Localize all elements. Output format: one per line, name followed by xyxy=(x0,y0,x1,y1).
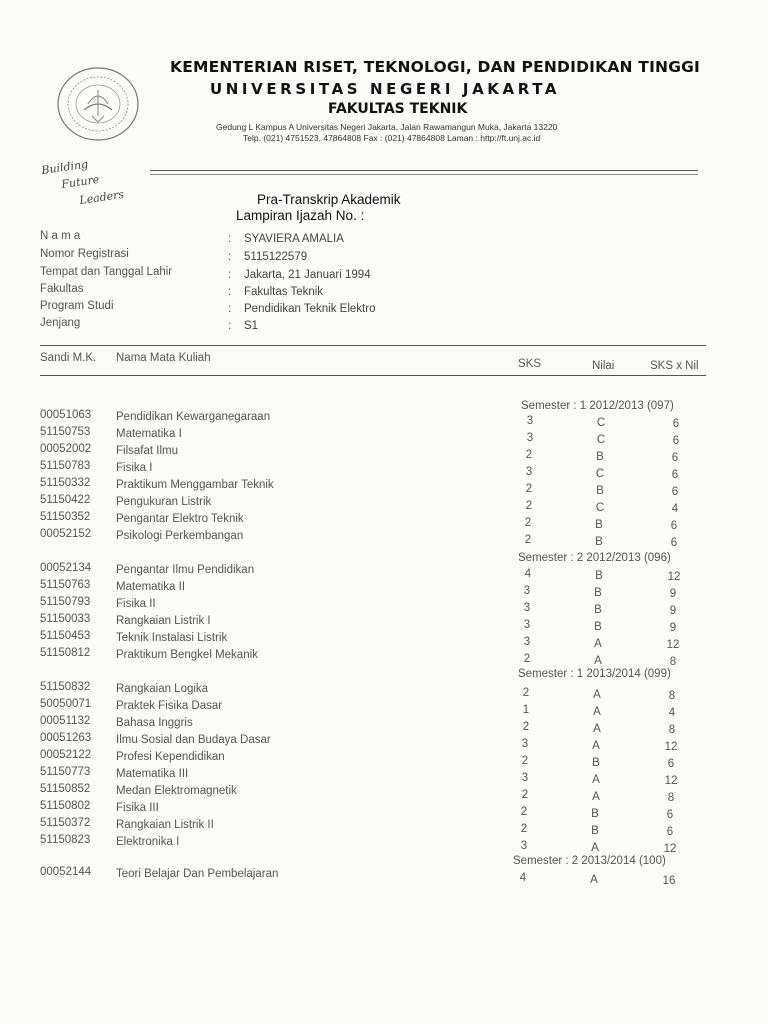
course-code: 51150453 xyxy=(40,630,91,642)
identity-value: Jakarta, 21 Januari 1994 xyxy=(244,269,371,281)
course-points: 6 xyxy=(667,758,675,770)
course-sks: 3 xyxy=(525,466,533,478)
svg-text:Leaders: Leaders xyxy=(78,187,125,207)
letterhead-rule-thin xyxy=(150,174,698,175)
course-name: Pengantar Ilmu Pendidikan xyxy=(116,564,255,576)
letterhead-rule xyxy=(150,170,698,171)
course-grade: B xyxy=(594,621,602,633)
course-sks: 3 xyxy=(523,585,531,597)
course-grade: A xyxy=(594,638,602,650)
identity-label: N a m a xyxy=(40,230,81,242)
course-name: Elektronika I xyxy=(116,836,180,848)
course-name: Profesi Kependidikan xyxy=(116,751,225,763)
course-name: Bahasa Inggris xyxy=(116,717,193,729)
course-sks: 2 xyxy=(524,534,532,546)
course-points: 4 xyxy=(668,707,676,719)
course-sks: 2 xyxy=(522,687,530,699)
course-grade: B xyxy=(596,485,604,497)
course-sks: 2 xyxy=(521,755,529,767)
course-name: Matematika III xyxy=(116,768,189,780)
course-name: Fisika III xyxy=(116,802,159,814)
course-grade: A xyxy=(592,740,600,752)
course-grade: B xyxy=(594,587,602,599)
course-sks: 3 xyxy=(523,636,531,648)
column-header-mult: SKS x Nil xyxy=(650,360,699,372)
column-header-name: Nama Mata Kuliah xyxy=(116,352,211,364)
course-sks: 2 xyxy=(520,806,528,818)
identity-colon: : xyxy=(228,303,232,315)
course-grade: A xyxy=(590,874,598,886)
column-header-nilai: Nilai xyxy=(592,360,615,372)
course-points: 16 xyxy=(662,875,676,887)
course-sks: 2 xyxy=(523,653,531,665)
course-points: 12 xyxy=(663,843,677,855)
course-sks: 1 xyxy=(522,704,530,716)
course-sks: 2 xyxy=(525,449,533,461)
course-points: 4 xyxy=(671,503,679,515)
course-name: Pengantar Elektro Teknik xyxy=(116,513,244,525)
identity-colon: : xyxy=(228,233,232,245)
course-points: 6 xyxy=(666,809,674,821)
course-grade: A xyxy=(593,706,601,718)
course-code: 51150783 xyxy=(40,460,91,472)
course-points: 12 xyxy=(666,639,680,651)
identity-value: Fakultas Teknik xyxy=(244,286,324,298)
course-sks: 2 xyxy=(525,500,533,512)
address-line: Gedung L Kampus A Universitas Negeri Jakarta, Jalan Rawamangun Muka, Jakarta 13220 xyxy=(216,122,558,132)
tagline-signature-icon xyxy=(36,152,156,212)
course-name: Pengukuran Listrik xyxy=(116,496,212,508)
course-code: 51150852 xyxy=(40,783,91,795)
course-code: 00051263 xyxy=(40,732,92,744)
course-code: 00051132 xyxy=(40,715,91,727)
course-points: 6 xyxy=(670,537,678,549)
course-grade: B xyxy=(595,519,603,531)
identity-label: Program Studi xyxy=(40,300,114,312)
course-sks: 2 xyxy=(522,721,530,733)
course-sks: 3 xyxy=(523,602,531,614)
identity-value: Pendidikan Teknik Elektro xyxy=(244,303,376,315)
course-points: 12 xyxy=(664,775,678,787)
semester-heading: Semester : 1 2012/2013 (097) xyxy=(521,400,674,412)
course-grade: B xyxy=(591,825,599,837)
course-code: 51150802 xyxy=(40,800,91,812)
header-rule-top xyxy=(40,345,706,346)
course-grade: B xyxy=(592,757,600,769)
course-name: Teori Belajar Dan Pembelajaran xyxy=(116,868,279,880)
document-title: Pra-Transkrip Akademik xyxy=(257,192,401,207)
course-sks: 3 xyxy=(520,840,528,852)
column-header-code: Sandi M.K. xyxy=(40,352,97,364)
course-code: 51150773 xyxy=(40,766,91,778)
document-subtitle: Lampiran Ijazah No. : xyxy=(236,208,365,223)
course-code: 51150753 xyxy=(40,426,91,438)
contact-line: Telp. (021) 4751523, 47864808 Fax : (021) 47864808 Laman : http://ft.unj.ac.id xyxy=(243,133,541,143)
identity-label: Tempat dan Tanggal Lahir xyxy=(40,266,173,278)
course-code: 51150793 xyxy=(40,596,91,608)
course-name: Praktikum Bengkel Mekanik xyxy=(116,649,258,661)
course-grade: C xyxy=(596,434,606,446)
course-grade: B xyxy=(594,604,602,616)
course-sks: 3 xyxy=(523,619,531,631)
course-name: Teknik Instalasi Listrik xyxy=(116,632,228,644)
identity-colon: : xyxy=(228,286,232,298)
course-code: 00051063 xyxy=(40,409,92,421)
course-name: Praktikum Menggambar Teknik xyxy=(116,479,274,491)
course-points: 12 xyxy=(664,741,678,753)
course-sks: 3 xyxy=(526,432,534,444)
svg-text:Building: Building xyxy=(40,157,89,177)
course-code: 00052122 xyxy=(40,749,92,761)
identity-colon: : xyxy=(228,269,232,281)
course-sks: 4 xyxy=(524,568,532,580)
course-grade: A xyxy=(592,791,600,803)
course-grade: B xyxy=(595,536,603,548)
course-points: 12 xyxy=(667,571,681,583)
course-grade: B xyxy=(591,808,599,820)
university-seal-icon xyxy=(52,64,144,144)
course-sks: 3 xyxy=(521,772,529,784)
course-name: Matematika I xyxy=(116,428,182,440)
course-sks: 3 xyxy=(521,738,529,750)
identity-colon: : xyxy=(228,251,232,263)
course-grade: B xyxy=(595,570,603,582)
course-points: 6 xyxy=(670,520,678,532)
course-name: Fisika II xyxy=(116,598,156,610)
course-points: 6 xyxy=(671,486,679,498)
course-code: 51150372 xyxy=(40,817,91,829)
course-code: 00052144 xyxy=(40,866,92,878)
course-code: 50050071 xyxy=(40,698,92,710)
course-code: 51150352 xyxy=(40,511,91,523)
course-sks: 2 xyxy=(520,823,528,835)
course-points: 9 xyxy=(669,622,677,634)
column-header-sks: SKS xyxy=(518,358,542,370)
identity-value: SYAVIERA AMALIA xyxy=(244,233,344,245)
course-name: Medan Elektromagnetik xyxy=(116,785,237,797)
course-grade: C xyxy=(595,502,605,514)
course-grade: C xyxy=(596,417,606,429)
identity-colon: : xyxy=(228,320,232,332)
identity-label: Jenjang xyxy=(40,317,81,329)
course-points: 8 xyxy=(668,724,676,736)
course-name: Rangkaian Listrik II xyxy=(116,819,214,831)
course-sks: 2 xyxy=(521,789,529,801)
svg-text:Future: Future xyxy=(60,172,101,191)
course-code: 51150763 xyxy=(40,579,91,591)
identity-value: 5115122579 xyxy=(244,251,308,263)
course-grade: A xyxy=(593,723,601,735)
course-points: 6 xyxy=(672,418,680,430)
course-points: 8 xyxy=(669,656,677,668)
course-points: 6 xyxy=(672,435,680,447)
course-name: Rangkaian Listrik I xyxy=(116,615,211,627)
course-code: 00052002 xyxy=(40,443,92,455)
course-grade: A xyxy=(592,774,600,786)
course-code: 51150832 xyxy=(40,681,91,693)
course-grade: B xyxy=(596,451,604,463)
course-name: Rangkaian Logika xyxy=(116,683,209,695)
course-code: 51150823 xyxy=(40,834,91,846)
course-code: 00052152 xyxy=(40,528,92,540)
course-name: Matematika II xyxy=(116,581,186,593)
course-points: 9 xyxy=(669,605,677,617)
course-name: Filsafat Ilmu xyxy=(116,445,178,457)
course-points: 8 xyxy=(668,690,676,702)
course-sks: 3 xyxy=(526,415,534,427)
course-name: Praktek Fisika Dasar xyxy=(116,700,223,712)
course-code: 51150332 xyxy=(40,477,91,489)
course-grade: A xyxy=(594,655,602,667)
course-code: 51150033 xyxy=(40,613,91,625)
course-name: Ilmu Sosial dan Budaya Dasar xyxy=(116,734,271,746)
course-name: Pendidikan Kewarganegaraan xyxy=(116,411,271,423)
course-grade: C xyxy=(595,468,605,480)
course-sks: 2 xyxy=(525,483,533,495)
course-name: Psikologi Perkembangan xyxy=(116,530,244,542)
course-code: 00052134 xyxy=(40,562,92,574)
identity-value: S1 xyxy=(244,320,259,332)
course-points: 8 xyxy=(667,792,675,804)
course-code: 51150812 xyxy=(40,647,91,659)
header-rule-bottom xyxy=(40,375,706,376)
course-grade: A xyxy=(591,842,599,854)
faculty-title: FAKULTAS TEKNIK xyxy=(328,101,468,117)
course-sks: 2 xyxy=(524,517,532,529)
identity-label: Fakultas xyxy=(40,283,84,295)
course-code: 51150422 xyxy=(40,494,91,506)
identity-label: Nomor Registrasi xyxy=(40,248,129,260)
course-sks: 4 xyxy=(519,872,527,884)
university-title: UNIVERSITAS NEGERI JAKARTA xyxy=(210,80,561,98)
course-name: Fisika I xyxy=(116,462,153,474)
course-points: 9 xyxy=(669,588,677,600)
course-points: 6 xyxy=(666,826,674,838)
semester-heading: Semester : 1 2013/2014 (099) xyxy=(518,668,671,680)
course-grade: A xyxy=(593,689,601,701)
course-points: 6 xyxy=(671,452,679,464)
course-points: 6 xyxy=(671,469,679,481)
semester-heading: Semester : 2 2013/2014 (100) xyxy=(513,855,666,867)
ministry-title: KEMENTERIAN RISET, TEKNOLOGI, DAN PENDIDIKAN TINGGI xyxy=(170,58,701,76)
semester-heading: Semester : 2 2012/2013 (096) xyxy=(518,552,671,564)
